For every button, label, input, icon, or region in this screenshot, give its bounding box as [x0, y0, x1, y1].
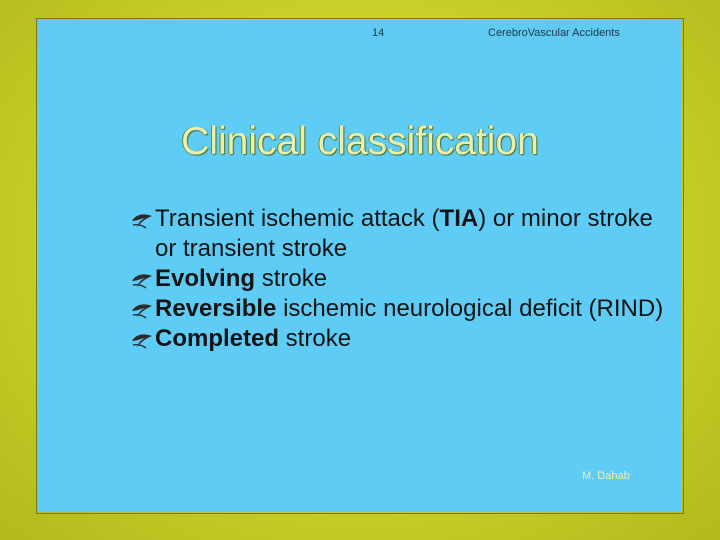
bullet-text-1a: Transient ischemic attack (	[155, 205, 440, 232]
leaf-bullet-icon	[130, 302, 156, 320]
bullet-item-completed	[100, 324, 680, 354]
bullet-item-evolving	[100, 264, 680, 294]
bullet-text-4-bold: Completed	[155, 325, 280, 352]
leaf-bullet-icon	[130, 332, 156, 350]
slide-number: 14	[372, 27, 385, 39]
bullet-item-reversible	[100, 294, 680, 324]
bullet-text-3-bold: Reversible	[155, 295, 277, 322]
bullet-text-2: stroke	[255, 265, 328, 292]
header-bar	[38, 20, 682, 48]
bullet-item-tia	[100, 204, 680, 264]
leaf-bullet-icon	[130, 272, 156, 290]
header-divider	[683, 20, 684, 48]
footer-author: M. Dahab	[582, 470, 630, 482]
bullet-text-2-bold: Evolving	[155, 265, 256, 292]
leaf-bullet-icon	[130, 212, 156, 230]
slide-title: Clinical classification	[181, 120, 539, 163]
bullet-text-4: stroke	[279, 325, 352, 352]
bullet-text-1b: ) or minor stroke or transient stroke	[155, 205, 653, 262]
bullet-text-1-bold: TIA	[439, 205, 479, 232]
header-title: CerebroVascular Accidents	[488, 27, 620, 39]
bullet-list	[100, 204, 680, 354]
bullet-text-3: ischemic neurological deficit (RIND)	[276, 295, 664, 322]
slide-panel	[38, 20, 682, 512]
